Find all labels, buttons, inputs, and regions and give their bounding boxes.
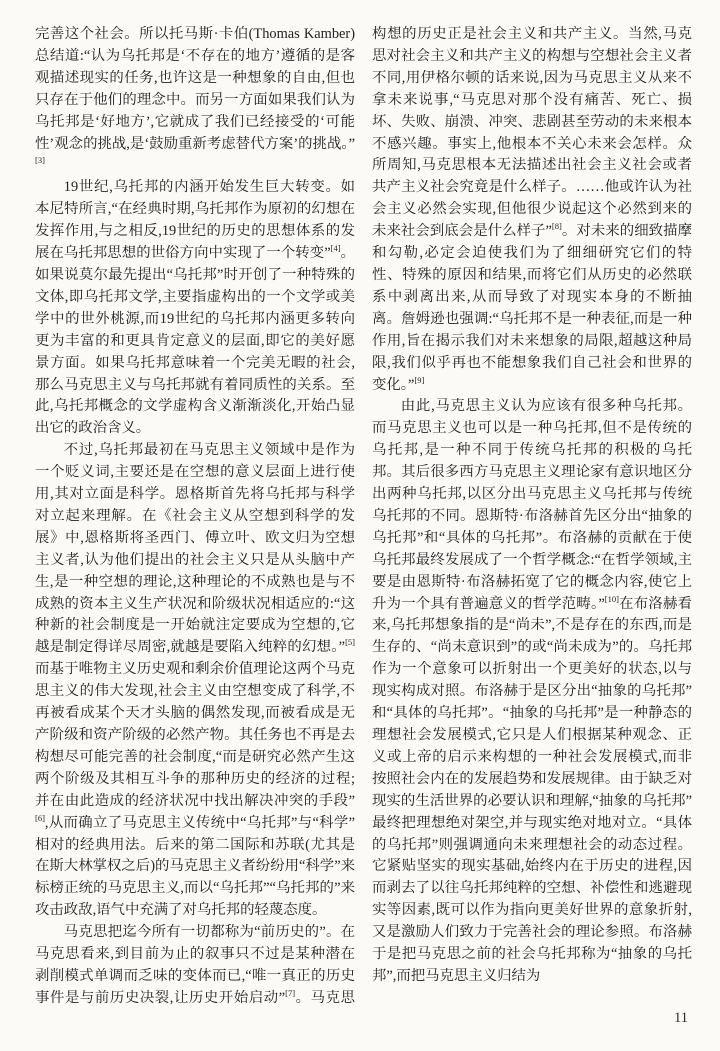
- footnote-ref: [3]: [35, 155, 45, 166]
- page-number: 11: [674, 1010, 688, 1026]
- footnote-ref: [8]: [551, 221, 562, 232]
- footnote-ref: [5]: [345, 637, 355, 648]
- paragraph: 由此,马克思主义认为应该有很多种乌托邦。而马克思主义也可以是一种乌托邦,但不是传统的乌托邦,是一种不同于传统乌托邦的积极的乌托邦。其后很多西方马克思主义理论家有意识地区分出两种乌托邦,以区分出马克思主义乌托邦与传统乌托邦的不同。恩斯特·布洛赫首先区分出“抽象的乌托邦”和“具体的乌托邦”。布洛赫的贡献在于使乌托邦最终发展成了一个哲学概念:“在哲学领域,主要是由恩斯特·布洛赫拓宽了它的概念内容,使它上升为一个具有普遍意义的哲学范畴。”[10]在布洛赫看来,乌托邦想象指的是“尚未”,不是存在的东西,而是生存的、“尚未意识到”的或“尚未成为”的。乌托邦作为一个意象可以折射出一个更美好的状态,以与现实构成对照。布洛赫于是区分出“抽象的乌托邦”和“具体的乌托邦”。“抽象的乌托邦”是一种静态的理想社会发展模式,它只是人们根据某种观念、正义或上帝的启示来构想的一种社会发展模式,而非按照社会内在的发展趋势和发展规律。由于缺乏对现实的生活世界的必要认识和理解,“抽象的乌托邦”最终把理想绝对架空,并与现实绝对地对立。“具体的乌托邦”则强调通向未来理想社会的动态过程。它紧贴坚实的现实基础,始终内在于历史的进程,因而剥去了以往乌托邦纯粹的空想、补偿性和逃避现实等因素,既可以作为指向更美好世界的意象折射,又是激励人们致力于完善社会的理论参照。布洛赫于是把马克思之前的社会乌托邦称为“抽象的乌托邦”,而把马克思主义归结为: [372, 398, 692, 984]
- article-columns: [35, 24, 692, 1014]
- paragraph: 完善这个社会。所以托马斯·卡伯(Thomas Kamber)总结道:“认为乌托邦是‘不存在的地方’遵循的是客观描述现实的任务,也许这是一种想象的自由,但也只存在于他们的理念中。而另一方面如果我们认为乌托邦是‘好地方’,它就成了我们已经接受的‘可能性’观念的挑战,是‘鼓励重新考虑替代方案’的挑战。”[3]: [35, 26, 355, 166]
- paragraph: 19世纪,乌托邦的内涵开始发生巨大转变。如本尼特所言,“在经典时期,乌托邦作为原初的幻想在发挥作用,与之相反,19世纪的历史的思想体系的发展在乌托邦思想的世俗方向中实现了一个转变”[4]。如果说莫尔最先提出“乌托邦”时开创了一种特殊的文体,即乌托邦文学,主要指虚构出的一个文学或美学中的世外桃源,而19世纪的乌托邦内涵更多转向更为丰富的和更具肯定意义的层面,即它的美好愿景方面。如果乌托邦意味着一个完美无暇的社会,那么马克思主义与乌托邦就有着同质性的关系。至此,乌托邦概念的文学虚构含义渐渐淡化,开始凸显出它的政治含义。: [35, 179, 355, 437]
- footnote-ref: [6]: [35, 812, 45, 823]
- footnote-ref: [10]: [604, 593, 619, 604]
- paragraph: 马克思把迄今所有一切都称为“前历史的”。在马克思看来,到目前为止的叙事只不过是某种潜在剥削模式单调而乏味的变体而已,“唯一真正的历史事件是与前历史决裂,让历史开始启动”[7]。马克思构想的历史正是社会主义和共产主义。当然,马克思对社会主义和共产主义的构想与空想社会主义者不同,用伊格尔顿的话来说,因为马克思主义从来不拿未来说事,“马克思对那个没有痛苦、死亡、损坏、失败、崩溃、冲突、悲剧甚至劳动的未来根本不感兴趣。事实上,他根本不关心未来会怎样。众所周知,马克思根本无法描述出社会主义社会或者共产主义社会究竟是什么样子。……他或许认为社会主义必然会实现,但他很少说起这个必然到来的未来社会到底会是什么样子”[8]。对未来的细致描摩和勾勒,必定会迫使我们为了细细研究它们的特性、特殊的原因和结果,而将它们从历史的必然联系中剥离出来,从而导致了对现实本身的不断抽离。詹姆逊也强调:“乌托邦不是一种表征,而是一种作用,旨在揭示我们对未来想象的局限,超越这种局限,我们似乎再也不能想象我们自己社会和世界的变化。”[9]: [35, 26, 692, 1006]
- footnote-ref: [9]: [414, 374, 425, 385]
- footnote-ref: [7]: [285, 988, 296, 999]
- footnote-ref: [4]: [330, 243, 341, 254]
- paragraph: 不过,乌托邦最初在马克思主义领域中是作为一个贬义词,主要还是在空想的意义层面上进行使用,其对立面是科学。恩格斯首先将乌托邦与科学对立起来理解。在《社会主义从空想到科学的发展》中,恩格斯将圣西门、傅立叶、欧文归为空想主义者,认为他们提出的社会主义只是从头脑中产生,是一种空想的理论,这种理论的不成熟也是与不成熟的资本主义生产状况和阶级状况相适应的:“这种新的社会制度是一开始就注定要成为空想的,它越是制定得详尽周密,就越是要陷入纯粹的幻想。”[5]而基于唯物主义历史观和剩余价值理论这两个马克思主义的伟大发现,社会主义由空想变成了科学,不再被看成某个天才头脑的偶然发现,而被看成是无产阶级和资产阶级的必然产物。其任务也不再是去构想尽可能完善的社会制度,“而是研究必然产生这两个阶级及其相互斗争的那种历史的经济的过程;并在由此造成的经济状况中找出解决冲突的手段”[6],从而确立了马克思主义传统中“乌托邦”与“科学”相对的经典用法。后来的第二国际和苏联(尤其是在斯大林掌权之后)的马克思主义者纷纷用“科学”来标榜正统的马克思主义,而以“乌托邦”“乌托邦的”来攻击政敌,语气中充满了对乌托邦的轻蔑态度。: [35, 442, 355, 919]
